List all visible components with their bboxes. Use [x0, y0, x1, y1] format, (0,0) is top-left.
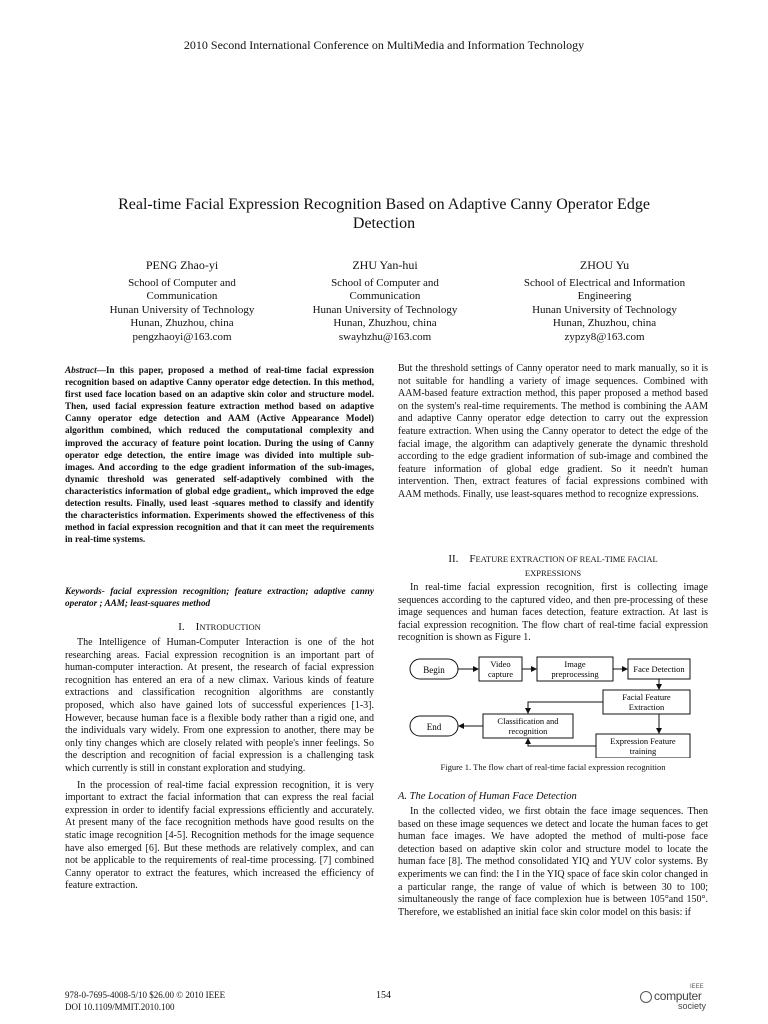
section-heading-line2: EXPRESSIONS	[524, 568, 582, 578]
author-block-2	[285, 259, 485, 344]
footer-isbn: 978-0-7695-4008-5/10 $26.00 © 2010 IEEE	[65, 990, 226, 1000]
author-affiliation: School of Electrical and Information	[523, 276, 686, 289]
image-preprocessing-label: Image	[564, 659, 586, 669]
author-affiliation: School of Computer and	[128, 276, 236, 289]
facial-feature-extraction-label: Extraction	[628, 702, 665, 712]
author-affiliation: Hunan University of Technology	[312, 303, 458, 316]
classification-label: Classification and	[497, 716, 559, 726]
conference-header: 2010 Second International Conference on MultiMedia and Information Technology	[183, 38, 585, 52]
begin-label: Begin	[423, 665, 445, 675]
end-label: End	[426, 722, 442, 732]
expression-feature-training-label: training	[629, 746, 657, 756]
logo-ieee-text: IEEE	[690, 984, 704, 990]
paragraph: In the collected video, we first obtain the face image sequences. Then based on these image sequences we detect and locate the human faces to get human face images. We have adopted the method of multi-pose face detection based on adaptive skin color and structure model to locate the human face [8]. The method consolidated YIQ and YUV color systems. By experiments we can find: the I in the YIQ space of face skin color changed in a particular range, the range of value of which is between 30 to 100; simultaneously the range of face complexion hue is between 105°and 150°. Therefore, we established an initial face skin color model on this basis: if	[398, 806, 708, 918]
left-column-body	[65, 637, 374, 893]
subsection-heading-a: A. The Location of Human Face Detection	[398, 791, 577, 802]
flow-arrow	[528, 739, 596, 746]
author-affiliation: Engineering	[577, 290, 632, 302]
expression-feature-training-label: Expression Feature	[610, 736, 676, 746]
section-number: I.	[178, 621, 185, 633]
facial-feature-extraction-label: Facial Feature	[622, 692, 671, 702]
author-name: ZHU Yan-hui	[352, 258, 418, 272]
footer-copyright	[65, 990, 225, 1013]
author-email: zypzy8@163.com	[564, 330, 645, 343]
flowchart-figure	[398, 654, 708, 758]
author-affiliation: Communication	[146, 290, 218, 302]
paragraph: In the procession of real-time facial expression recognition, it is very important to extract the facial information that can express the real facial expression in order to identify facial expressions efficiently and accurately. At present many of the face recognition methods have good results on the static image recognition [4-5]. Recognition methods for the image sequence have also emerged [6]. But these methods are relatively complex, and can not be applicable to the requirements of real-time processing. [7] combined Canny operator to extract the features, which increased the efficiency of feature extraction.	[65, 779, 374, 892]
abstract	[65, 364, 374, 545]
right-column-section2-text	[398, 582, 708, 645]
ieee-computer-society-logo	[640, 984, 710, 1012]
logo-main-text: computer	[654, 989, 702, 1003]
author-affiliation: Hunan University of Technology	[109, 303, 255, 316]
author-affiliation: Communication	[349, 290, 421, 302]
author-block-1	[82, 259, 282, 344]
paragraph: But the threshold settings of Canny operator need to mark manually, so it is not suitable for handling a variety of image sequences. Combined with AAM-based feature extraction method, this paper proposed a method based on the system's real-time requirements. The method is combining the AAM and adaptive Canny operator edge detection to carry out the expression feature extraction. When using the Canny operator to detect the edge of the facial image, the algorithm can adaptively generate the dynamic threshold according to the edge gradient information of sub-image and combined the feature information of global edge gradient. So it needn't human intervention. Then, extract features of facial expressions combined with AAM methods. Finally, use least-squares method to recognize expressions.	[398, 363, 708, 500]
abstract-text: —In this paper, proposed a method of real-time facial expression recognition based on adaptive Canny operator edge detection. In this method, first used face location based on an adaptive skin color and structure model. Then, used facial expression feature extraction method based on adaptive Canny operator edge detection and AAM (Active Appearance Model) algorithm combined, which reduced the computational complexity and improved the accuracy of feature point location. During the using of Canny operator edge detection, the entire image was divided into multiple sub-images. And according to the edge gradient information of the sub-images, dynamic threshold was generated self-adaptively combined with the characteristics information of global edge gradient,, which improved the edge detection results. Finally, used least -squares method to classify and identify the characteristics information. Experiments showed the effectiveness of this method in facial expression recognition and that it can meet the requirements in real-time systems.	[65, 365, 374, 545]
image-preprocessing-label: preprocessing	[551, 669, 599, 679]
video-capture-label: Video	[490, 659, 511, 669]
author-name: ZHOU Yu	[579, 258, 630, 272]
figure-caption: Figure 1. The flow chart of real-time facial expression recognition	[440, 762, 666, 772]
author-affiliation: School of Computer and	[331, 276, 439, 289]
section-title-rest: NTRODUCTION	[199, 622, 261, 632]
section-heading-line1	[398, 552, 708, 566]
section-title-rest: EATURE EXTRACTION OF REAL-TIME FACIAL	[475, 554, 658, 564]
paragraph: The Intelligence of Human-Computer Interaction is one of the hot researching areas. Facial expression recognition is an important part of human-computer interaction. At present, the research of facial expression recognition has entered an era of a new climax. Various kinds of feature extractions and classification recognition algorithms are constantly proposed, which also have gained lots of successful experiences [1-3]. However, because human face is a flexible body rather than a rigid one, and the individuals vary widely. From one expression to another, there may be only tiny changes which are closely related with people's inner feelings. So the description and recognition of facial expression is a challenging task which currently is still in constant exploration and studying.	[65, 637, 374, 774]
flow-arrow	[528, 702, 603, 713]
page-number: 154	[376, 990, 391, 1001]
right-column-subsection-text	[398, 806, 708, 919]
paragraph: In real-time facial expression recognition, first is collecting image sequences according to the captured video, and then pre-processing of these image sequences and human faces detection, feature extraction. At last is facial expression recognition. The flow chart of real-time facial expression recognition is shown as Figure 1.	[398, 582, 708, 644]
author-block-3	[497, 259, 712, 344]
classification-label: recognition	[508, 726, 548, 736]
keywords: Keywords- facial expression recognition; feature extraction; adaptive canny operator ; AAM; least-squares method	[65, 586, 374, 609]
author-name: PENG Zhao-yi	[145, 258, 219, 272]
section-heading-feature-extraction	[398, 552, 708, 580]
logo-sub-text: society	[678, 1001, 707, 1011]
author-email: swayhzhu@163.com	[338, 330, 432, 343]
author-affiliation: Hunan, Zhuzhou, china	[552, 317, 657, 329]
globe-icon	[640, 991, 652, 1003]
paper-title: Real-time Facial Expression Recognition Based on Adaptive Canny Operator Edge Detection	[118, 196, 650, 232]
footer-doi: DOI 10.1109/MMIT.2010.100	[65, 1001, 175, 1012]
right-column-intro-text	[398, 363, 708, 502]
video-capture-label: capture	[487, 669, 514, 679]
section-title-initial: I	[195, 621, 200, 633]
section-heading-introduction	[65, 621, 374, 633]
abstract-lead: Abstract	[65, 365, 97, 375]
author-affiliation: Hunan, Zhuzhou, china	[130, 317, 234, 329]
author-affiliation: Hunan University of Technology	[532, 303, 677, 316]
face-detection-label: Face Detection	[633, 664, 685, 674]
section-title-initial: F	[469, 553, 476, 565]
section-number: II.	[448, 553, 459, 565]
author-email: pengzhaoyi@163.com	[132, 330, 232, 343]
author-affiliation: Hunan, Zhuzhou, china	[333, 317, 437, 329]
